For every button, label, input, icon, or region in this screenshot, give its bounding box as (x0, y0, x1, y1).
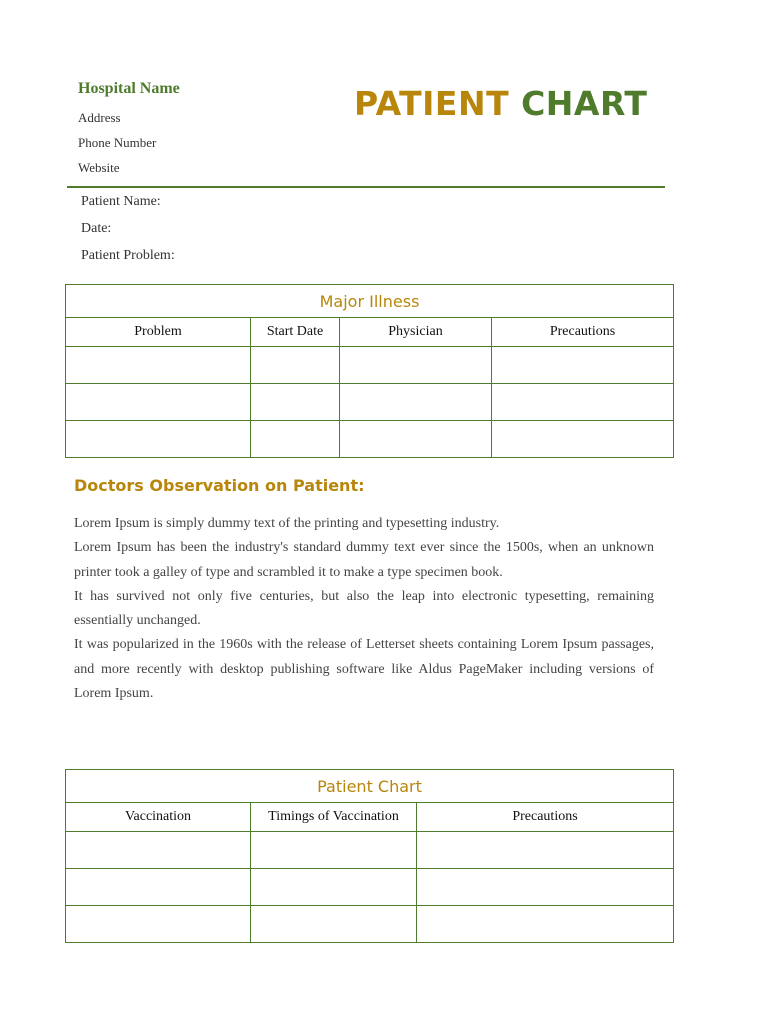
header-problem: Problem (66, 318, 251, 347)
observation-paragraph: Lorem Ipsum is simply dummy text of the printing and typesetting industry. (74, 516, 500, 531)
table-cell[interactable] (417, 869, 674, 906)
header-physician: Physician (340, 318, 492, 347)
table-row (66, 869, 674, 906)
hospital-website: Website (78, 160, 120, 175)
table-cell[interactable] (251, 832, 417, 869)
table-row (66, 347, 674, 384)
observation-heading: Doctors Observation on Patient: (74, 476, 365, 495)
major-illness-caption: Major Illness (66, 285, 674, 318)
major-illness-table (65, 284, 674, 458)
patient-chart-caption: Patient Chart (66, 770, 674, 803)
table-cell[interactable] (417, 906, 674, 943)
table-cell[interactable] (66, 906, 251, 943)
table-cell[interactable] (340, 421, 492, 458)
table-cell[interactable] (492, 347, 674, 384)
header-precautions: Precautions (417, 803, 674, 832)
table-cell[interactable] (340, 347, 492, 384)
table-row (66, 421, 674, 458)
header-timings: Timings of Vaccination (251, 803, 417, 832)
table-cell[interactable] (340, 384, 492, 421)
table-cell[interactable] (66, 832, 251, 869)
table-cell[interactable] (66, 347, 251, 384)
header-vaccination: Vaccination (66, 803, 251, 832)
table-cell[interactable] (251, 906, 417, 943)
table-cell[interactable] (66, 421, 251, 458)
header-precautions: Precautions (492, 318, 674, 347)
hospital-name: Hospital Name (78, 80, 180, 97)
header-start-date: Start Date (251, 318, 340, 347)
title-word-chart: CHART (521, 84, 648, 123)
observation-paragraph: It was popularized in the 1960s with the release of Letterset sheets containing Lorem Ipsum passages, and more recently with desktop publishing software like Aldus PageMaker including versions of Lorem Ipsum. (74, 637, 654, 702)
table-cell[interactable] (492, 421, 674, 458)
table-row (66, 906, 674, 943)
table-row (66, 832, 674, 869)
header-divider (67, 186, 665, 188)
patient-problem-label: Patient Problem: (81, 248, 175, 263)
observation-paragraph: It has survived not only five centuries, but also the leap into electronic typesetting, remaining essentially unchanged. (74, 588, 654, 629)
table-row (66, 384, 674, 421)
date-label: Date: (81, 221, 112, 236)
table-cell[interactable] (251, 869, 417, 906)
table-cell[interactable] (66, 869, 251, 906)
title-word-patient: PATIENT (354, 84, 510, 123)
patient-name-label: Patient Name: (81, 194, 161, 209)
table-cell[interactable] (417, 832, 674, 869)
table-cell[interactable] (251, 384, 340, 421)
table-cell[interactable] (492, 384, 674, 421)
page-title (354, 84, 647, 123)
observation-paragraph: Lorem Ipsum has been the industry's standard dummy text ever since the 1500s, when an unknown printer took a galley of type and scrambled it to make a type specimen book. (74, 540, 654, 580)
patient-chart-table (65, 769, 674, 943)
table-cell[interactable] (251, 347, 340, 384)
observation-text (74, 512, 654, 706)
table-cell[interactable] (251, 421, 340, 458)
table-cell[interactable] (66, 384, 251, 421)
hospital-address: Address (78, 110, 121, 125)
hospital-phone: Phone Number (78, 135, 157, 150)
